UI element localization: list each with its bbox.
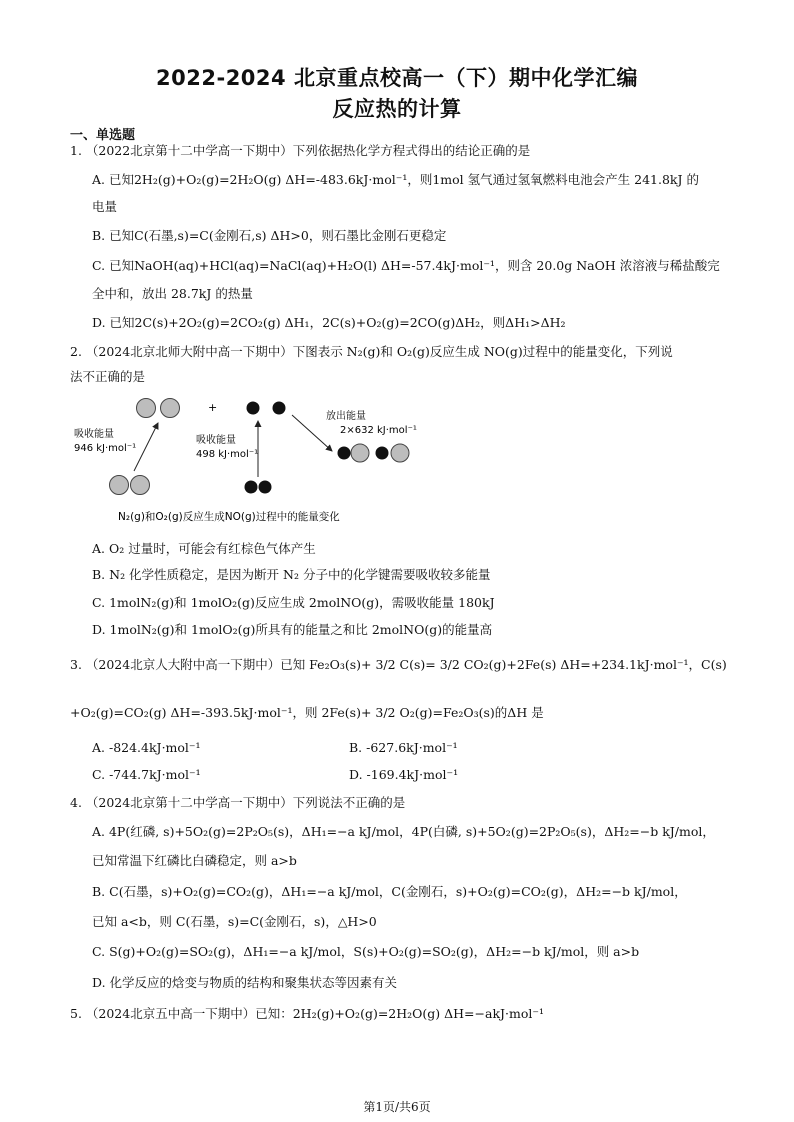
- n2-molecule-bottom: [110, 476, 150, 495]
- option-1b: B. 已知C(石墨,s)=C(金刚石,s) ΔH>0，则石墨比金刚石更稳定: [92, 228, 447, 243]
- option-4b-cont: 已知 a<b，则 C(石墨，s)=C(金刚石，s)，△H>0: [92, 914, 377, 929]
- energy-diagram: [70, 393, 430, 528]
- o2-molecule-bottom: [245, 481, 272, 494]
- arrow-n2-break: [134, 423, 158, 471]
- option-1c: C. 已知NaOH(aq)+HCl(aq)=NaCl(aq)+H₂O(l) ΔH=-57.4kJ·mol⁻¹，则含 20.0g NaOH 浓溶液与稀盐酸完: [92, 258, 720, 273]
- absorb-label-2: 吸收能量: [196, 435, 236, 446]
- question-3: 3. （2024北京人大附中高一下期中）已知 Fe₂O₃(s)+ 3/2 C(s)= 3/2 CO₂(g)+2Fe(s) ΔH=+234.1kJ·mol⁻¹，C(s): [70, 657, 727, 672]
- option-1a-cont: 电量: [92, 199, 118, 214]
- page-title-line2: 反应热的计算: [332, 97, 462, 121]
- release-energy: 2×632 kJ·mol⁻¹: [340, 425, 417, 436]
- diagram-caption: N₂(g)和O₂(g)反应生成NO(g)过程中的能量变化: [118, 511, 340, 523]
- diagram-plus: +: [208, 401, 218, 414]
- page-footer: 第1页/共6页: [363, 1100, 431, 1114]
- question-5: 5. （2024北京五中高一下期中）已知：2H₂(g)+O₂(g)=2H₂O(g) ΔH=−akJ·mol⁻¹: [70, 1006, 545, 1021]
- option-4a-cont: 已知常温下红磷比白磷稳定，则 a>b: [92, 853, 297, 868]
- n2-molecule-top: [137, 399, 180, 418]
- absorb-energy-1: 946 kJ·mol⁻¹: [74, 443, 137, 454]
- no-molecules: [338, 444, 410, 462]
- option-4d: D. 化学反应的焓变与物质的结构和聚集状态等因素有关: [92, 975, 398, 990]
- option-2d: D. 1molN₂(g)和 1molO₂(g)所具有的能量之和比 2molNO(g)的能量高: [92, 622, 493, 637]
- option-4a: A. 4P(红磷, s)+5O₂(g)=2P₂O₅(s)，ΔH₁=−a kJ/mol，4P(白磷, s)+5O₂(g)=2P₂O₅(s)，ΔH₂=−b kJ/mol，: [92, 824, 715, 839]
- option-2b: B. N₂ 化学性质稳定，是因为断开 N₂ 分子中的化学键需要吸收较多能量: [92, 567, 491, 582]
- option-1d: D. 已知2C(s)+2O₂(g)=2CO₂(g) ΔH₁，2C(s)+O₂(g)=2CO(g)ΔH₂，则ΔH₁>ΔH₂: [92, 315, 566, 330]
- section-heading: 一、单选题: [70, 128, 136, 143]
- option-3d: D. -169.4kJ·mol⁻¹: [349, 767, 459, 782]
- option-3b: B. -627.6kJ·mol⁻¹: [349, 740, 458, 755]
- question-1: 1. （2022北京第十二中学高一下期中）下列依据热化学方程式得出的结论正确的是: [70, 143, 531, 158]
- option-4c: C. S(g)+O₂(g)=SO₂(g)，ΔH₁=−a kJ/mol，S(s)+O₂(g)=SO₂(g)，ΔH₂=−b kJ/mol，则 a>b: [92, 944, 640, 959]
- option-2a: A. O₂ 过量时，可能会有红棕色气体产生: [92, 541, 316, 556]
- question-2: 2. （2024北京北师大附中高一下期中）下图表示 N₂(g)和 O₂(g)反应生成 NO(g)过程中的能量变化，下列说: [70, 344, 673, 359]
- option-3c: C. -744.7kJ·mol⁻¹: [92, 767, 201, 782]
- release-label: 放出能量: [326, 411, 366, 422]
- o-atoms-top: [247, 402, 286, 415]
- absorb-energy-2: 498 kJ·mol⁻¹: [196, 449, 259, 460]
- option-1c-cont: 全中和，放出 28.7kJ 的热量: [92, 286, 253, 301]
- page-title-line1: 2022-2024 北京重点校高一（下）期中化学汇编: [156, 66, 638, 90]
- question-4: 4. （2024北京第十二中学高一下期中）下列说法不正确的是: [70, 795, 406, 810]
- question-2-cont: 法不正确的是: [70, 369, 146, 384]
- option-2c: C. 1molN₂(g)和 1molO₂(g)反应生成 2molNO(g)，需吸收能量 180kJ: [92, 595, 495, 610]
- option-1a: A. 已知2H₂(g)+O₂(g)=2H₂O(g) ΔH=-483.6kJ·mol⁻¹，则1mol 氢气通过氢氧燃料电池会产生 241.8kJ 的: [92, 172, 699, 187]
- question-3-cont: +O₂(g)=CO₂(g) ΔH=-393.5kJ·mol⁻¹，则 2Fe(s)+ 3/2 O₂(g)=Fe₂O₃(s)的ΔH 是: [70, 705, 544, 720]
- option-3a: A. -824.4kJ·mol⁻¹: [92, 740, 201, 755]
- absorb-label-1: 吸收能量: [74, 429, 114, 440]
- option-4b: B. C(石墨，s)+O₂(g)=CO₂(g)，ΔH₁=−a kJ/mol，C(金刚石，s)+O₂(g)=CO₂(g)，ΔH₂=−b kJ/mol，: [92, 884, 687, 899]
